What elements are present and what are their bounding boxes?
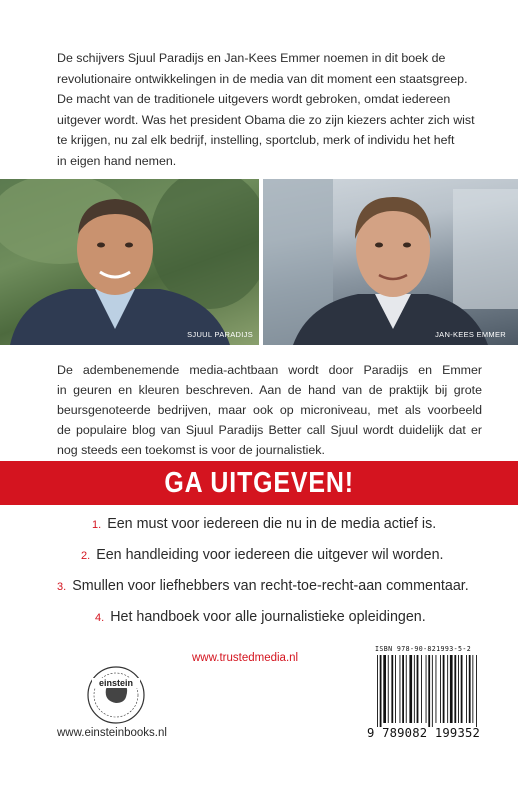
list-item: [57, 578, 469, 594]
description-paragraph: [57, 360, 482, 460]
intro-line: te krijgen, nu zal elk bedrijf, instelling, sportclub, merk of individu het heft: [57, 133, 455, 148]
list-text: Een must voor iedereen die nu in de media actief is.: [107, 516, 437, 532]
list-text: Het handboek voor alle journalistieke opleidingen.: [110, 609, 426, 625]
barcode: [365, 643, 484, 743]
description-line: De adembenemende media-achtbaan wordt door Paradijs en Emmer: [57, 363, 482, 377]
list-number: 3.: [57, 581, 67, 593]
description-line: de populaire blog van Sjuul Paradijs Better call Sjuul wordt duidelijk dat er: [57, 423, 482, 437]
einstein-logo: [86, 665, 146, 725]
title-banner: [0, 461, 518, 505]
photo-caption: JAN-KEES EMMER: [435, 330, 506, 339]
description-line: beursgenoteerde bedrijven, maar ook op microniveau, met als voorbeeld: [57, 403, 482, 417]
logo-text: einstein: [98, 678, 134, 688]
list-item: [81, 547, 444, 563]
portrait-illustration: [263, 179, 518, 345]
publisher-url[interactable]: www.trustedmedia.nl: [192, 652, 299, 664]
intro-line: De macht van de traditionele uitgevers wordt gebroken, omdat iedereen: [57, 92, 451, 107]
list-item: [92, 516, 436, 532]
author-photo-sjuul-paradijs: [0, 179, 259, 345]
einstein-logo-icon: [86, 665, 146, 725]
description-line: in geuren en kleuren beschreven. Aan de hand van de praktijk bij grote: [57, 383, 482, 397]
list-number: 2.: [81, 550, 91, 562]
isbn-label: ISBN 978-90-821993-5-2: [375, 645, 472, 653]
portrait-illustration: [0, 179, 259, 345]
list-text: Een handleiding voor iedereen die uitgever wil worden.: [96, 547, 444, 563]
intro-paragraph: [57, 48, 482, 172]
publisher-website[interactable]: www.einsteinbooks.nl: [57, 727, 167, 739]
photo-caption: SJUUL PARADIJS: [187, 330, 253, 339]
author-photo-jan-kees-emmer: [263, 179, 518, 345]
list-number: 4.: [95, 612, 105, 624]
list-number: 1.: [92, 519, 102, 531]
banner-title: GA UITGEVEN!: [164, 466, 354, 499]
description-line: nog steeds een toekomst is voor de journalistiek.: [57, 443, 325, 457]
intro-line: De schijvers Sjuul Paradijs en Jan-Kees Emmer noemen in dit boek de: [57, 51, 446, 65]
barcode-number: 9 789082 199352: [367, 726, 481, 740]
list-item: [95, 609, 426, 625]
intro-line: in eigen hand nemen.: [57, 153, 177, 168]
intro-line: uitgever wordt. Was het president Obama die zo zijn kiezers achter zich wist: [57, 112, 475, 127]
list-text: Smullen voor liefhebbers van recht-toe-recht-aan commentaar.: [72, 578, 469, 594]
intro-line: revolutionaire ontwikkelingen in de media van dit moment een staatsgreep.: [57, 71, 468, 86]
